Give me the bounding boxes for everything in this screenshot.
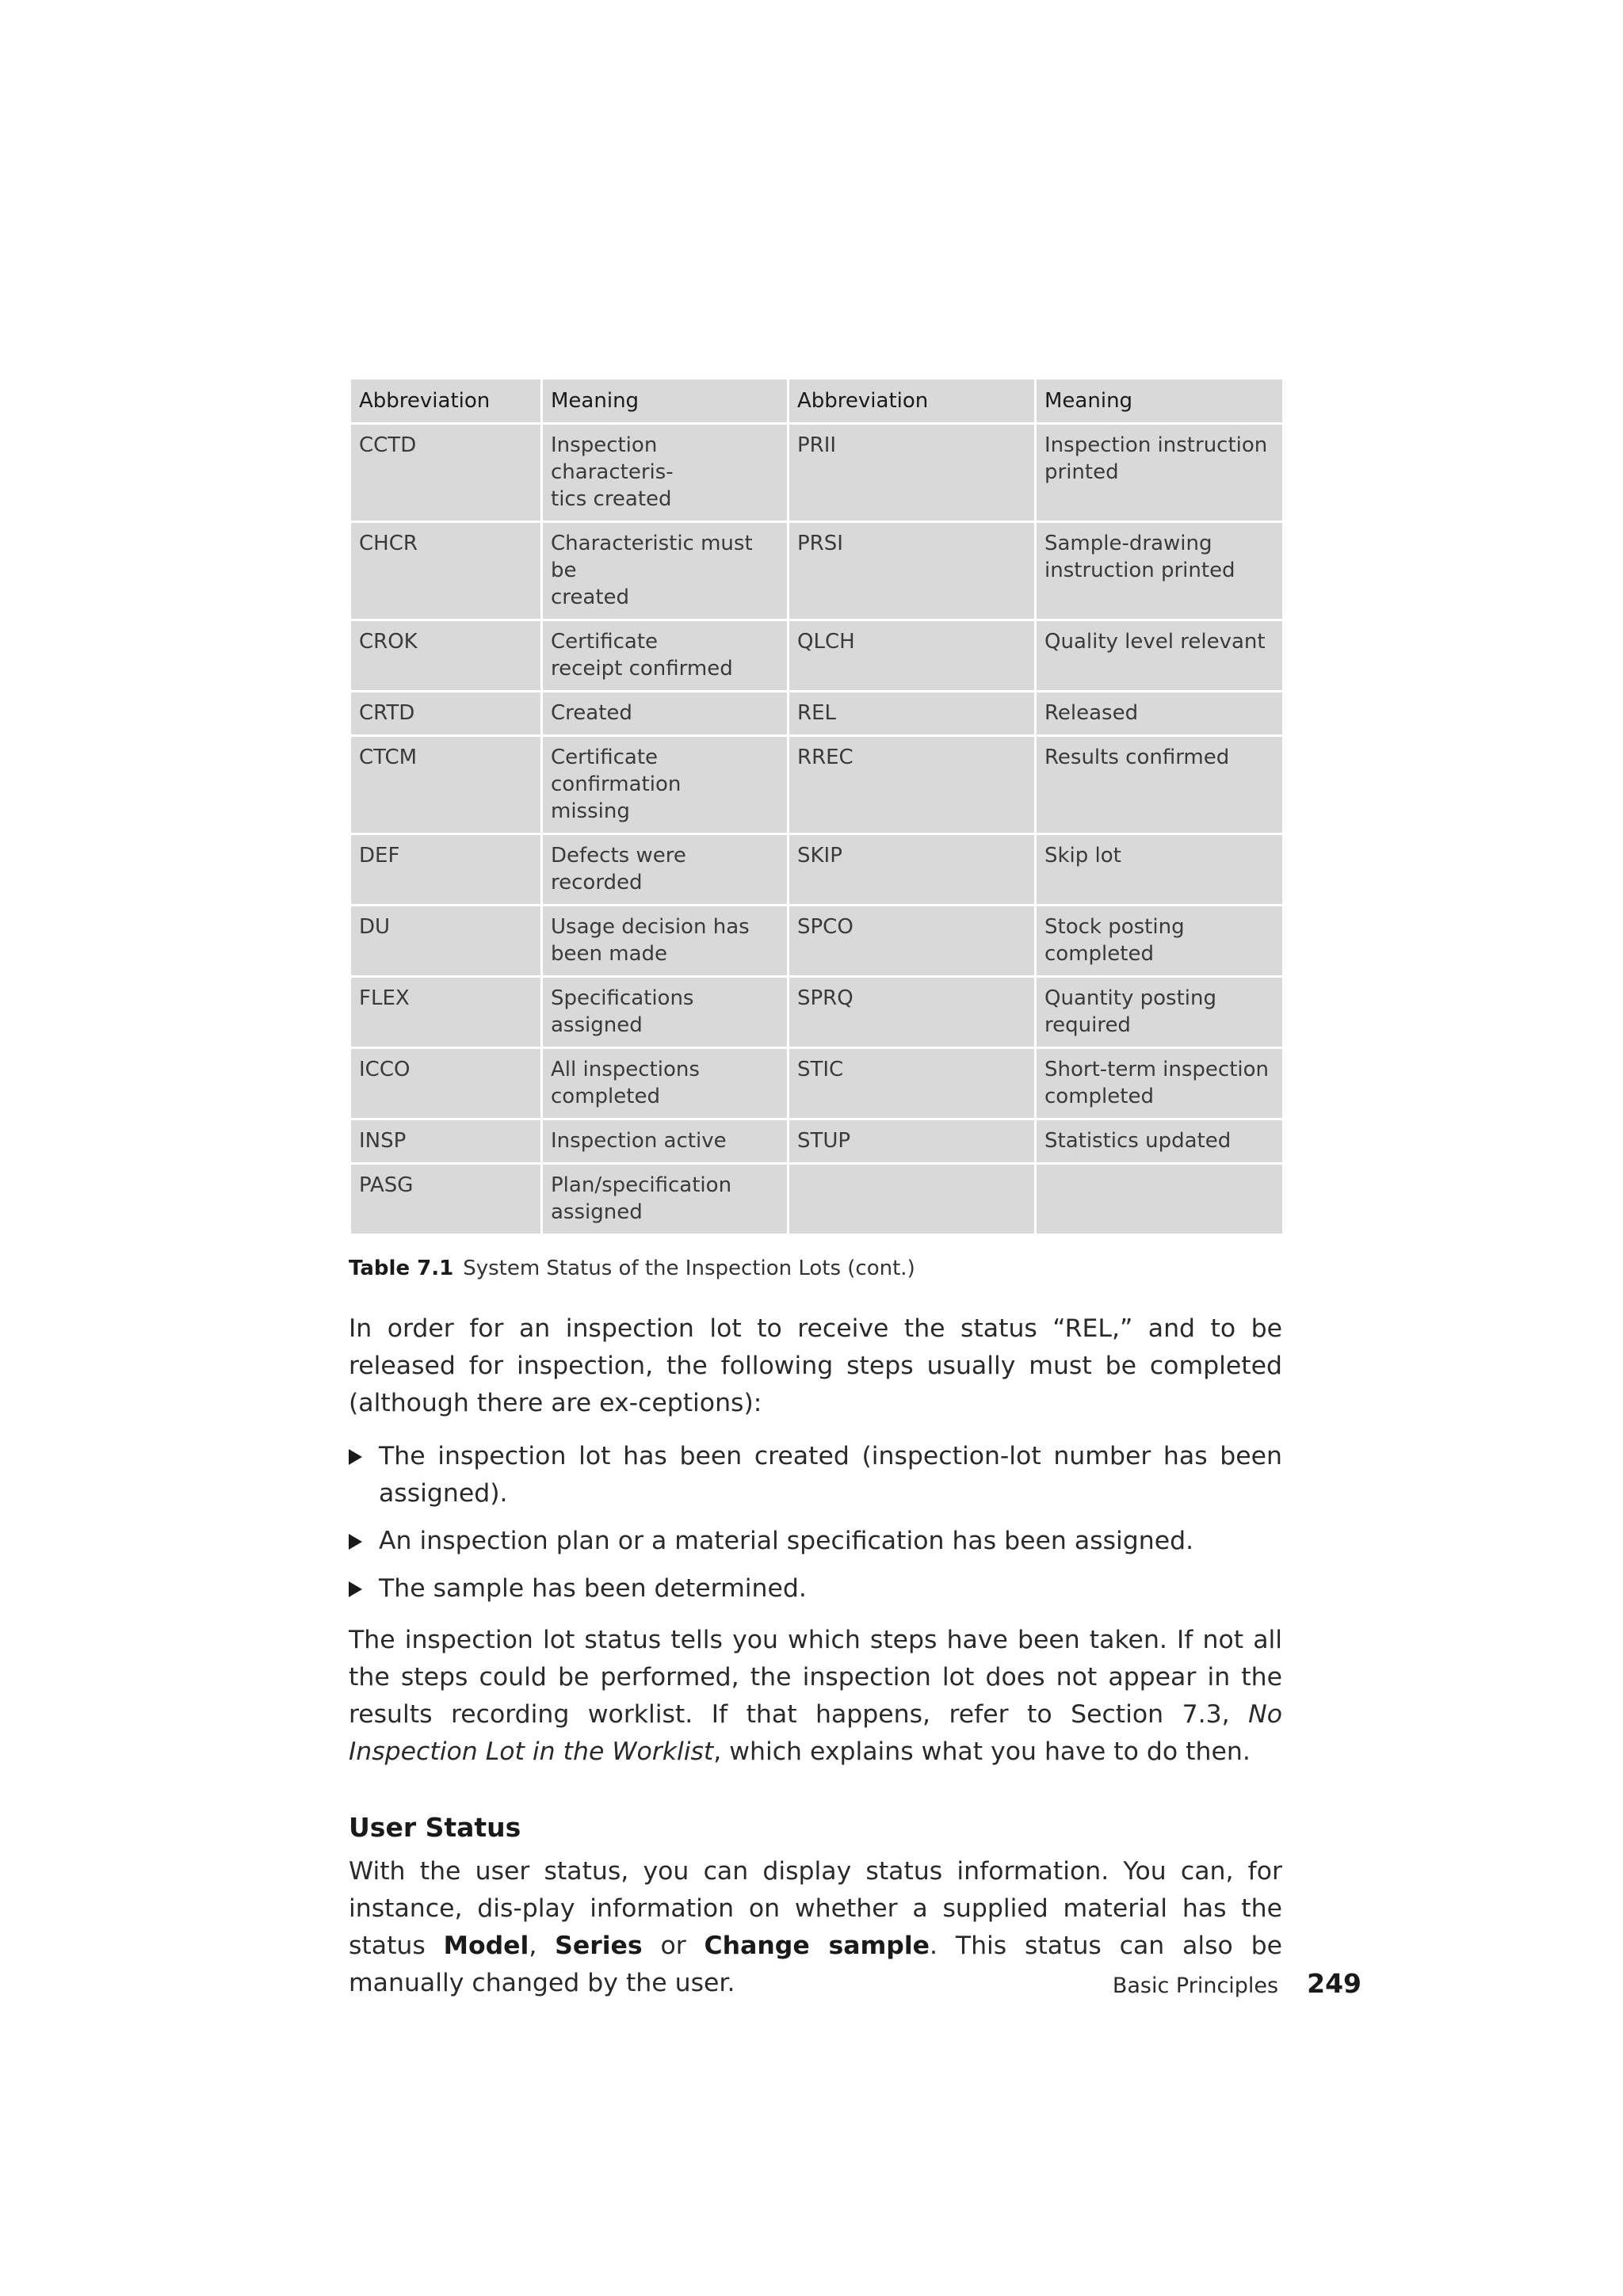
abbreviation-cell: CRTD — [350, 692, 542, 736]
meaning-cell: Stock posting completed — [1036, 906, 1284, 977]
meaning-cell: Short-term inspection completed — [1036, 1048, 1284, 1119]
meaning-cell: Specifications assigned — [542, 977, 789, 1048]
separator-1: , — [529, 1932, 556, 1960]
page-number: 249 — [1307, 1968, 1361, 1999]
table-row — [350, 977, 1284, 1048]
meaning-cell: Certificate receipt confirmed — [542, 620, 789, 692]
meaning-cell: Characteristic must be created — [542, 522, 789, 620]
abbreviation-cell: REL — [789, 692, 1036, 736]
triangle-bullet-icon — [349, 1581, 362, 1597]
abbreviation-cell: CROK — [350, 620, 542, 692]
meaning-cell: Quality level relevant — [1036, 620, 1284, 692]
meaning-cell: Results confirmed — [1036, 736, 1284, 834]
intro-paragraph: In order for an inspection lot to receive the status “REL,” and to be released for inspection, the following steps usually must be completed (although there are ex-ceptions): — [349, 1314, 1282, 1417]
section-reference-title: No Inspection Lot in the Worklist — [349, 1700, 1282, 1766]
abbreviation-cell: DEF — [350, 834, 542, 906]
table-row — [350, 1164, 1284, 1235]
abbreviation-cell — [789, 1164, 1036, 1235]
table-row — [350, 522, 1284, 620]
abbreviation-cell: SPRQ — [789, 977, 1036, 1048]
status-text-after: , which explains what you have to do then. — [713, 1737, 1251, 1766]
list-item — [349, 1523, 1282, 1560]
term-change-sample: Change sample — [704, 1932, 930, 1960]
abbreviation-cell: STIC — [789, 1048, 1036, 1119]
list-item — [349, 1438, 1282, 1512]
page-footer — [1113, 1968, 1361, 1999]
header-abbreviation-2: Abbreviation — [789, 379, 1036, 424]
abbreviation-cell: FLEX — [350, 977, 542, 1048]
meaning-cell: Plan/specification assigned — [542, 1164, 789, 1235]
table-row — [350, 692, 1284, 736]
table-row — [350, 1048, 1284, 1119]
abbreviation-cell: STUP — [789, 1119, 1036, 1164]
meaning-cell: Inspection characteris- tics created — [542, 424, 789, 522]
meaning-cell: Released — [1036, 692, 1284, 736]
abbreviation-cell: SPCO — [789, 906, 1036, 977]
meaning-cell: Sample-drawing instruction printed — [1036, 522, 1284, 620]
header-abbreviation-1: Abbreviation — [350, 379, 542, 424]
table-row — [350, 424, 1284, 522]
abbreviation-cell: CCTD — [350, 424, 542, 522]
separator-2: or — [642, 1932, 705, 1960]
meaning-cell: Defects were recorded — [542, 834, 789, 906]
page-content — [349, 377, 1282, 2002]
table-row — [350, 736, 1284, 834]
triangle-bullet-icon — [349, 1534, 362, 1550]
abbreviation-cell: ICCO — [350, 1048, 542, 1119]
step-text: The inspection lot has been created (inspection-lot number has been assigned). — [379, 1442, 1282, 1508]
footer-section-name: Basic Principles — [1112, 1974, 1279, 1998]
meaning-cell: Certificate confirmation missing — [542, 736, 789, 834]
meaning-cell: Skip lot — [1036, 834, 1284, 906]
status-paragraph — [349, 1622, 1282, 1771]
abbreviation-cell: RREC — [789, 736, 1036, 834]
steps-list — [349, 1438, 1282, 1608]
system-status-table — [349, 377, 1285, 1236]
abbreviation-cell: PRII — [789, 424, 1036, 522]
triangle-bullet-icon — [349, 1449, 362, 1465]
meaning-cell: All inspections completed — [542, 1048, 789, 1119]
meaning-cell: Created — [542, 692, 789, 736]
header-meaning-2: Meaning — [1036, 379, 1284, 424]
table-header-row — [350, 379, 1284, 424]
term-series: Series — [555, 1932, 643, 1960]
user-status-heading: User Status — [349, 1812, 521, 1843]
abbreviation-cell: CTCM — [350, 736, 542, 834]
caption-label: Table 7.1 — [349, 1257, 454, 1280]
meaning-cell: Inspection instruction printed — [1036, 424, 1284, 522]
step-text: An inspection plan or a material specification has been assigned. — [379, 1527, 1194, 1555]
caption-text: System Status of the Inspection Lots (cont.) — [463, 1257, 915, 1280]
table-row — [350, 906, 1284, 977]
abbreviation-cell: SKIP — [789, 834, 1036, 906]
table-row — [350, 1119, 1284, 1164]
step-text: The sample has been determined. — [379, 1574, 807, 1603]
table-body — [350, 424, 1284, 1235]
table-row — [350, 834, 1284, 906]
meaning-cell: Statistics updated — [1036, 1119, 1284, 1164]
abbreviation-cell: PASG — [350, 1164, 542, 1235]
meaning-cell: Usage decision has been made — [542, 906, 789, 977]
abbreviation-cell: CHCR — [350, 522, 542, 620]
abbreviation-cell: PRSI — [789, 522, 1036, 620]
meaning-cell — [1036, 1164, 1284, 1235]
meaning-cell: Quantity posting required — [1036, 977, 1284, 1048]
abbreviation-cell: INSP — [350, 1119, 542, 1164]
meaning-cell: Inspection active — [542, 1119, 789, 1164]
term-model: Model — [443, 1932, 529, 1960]
table-row — [350, 620, 1284, 692]
abbreviation-cell: DU — [350, 906, 542, 977]
status-text-before: The inspection lot status tells you which steps have been taken. If not all the steps could be performed, the inspection lot does not appear in the results recording worklist. If that happens, refer to Section 7.3, — [349, 1626, 1282, 1729]
abbreviation-cell: QLCH — [789, 620, 1036, 692]
header-meaning-1: Meaning — [542, 379, 789, 424]
user-status-text-1: With the user status, you can display status information. You can, for instance, dis-play information on whether a supplied material has the status — [349, 1857, 1282, 1960]
user-status-text-2: . This status can also be manually changed by the user. — [349, 1932, 1282, 1997]
table-caption — [349, 1255, 1282, 1282]
list-item — [349, 1570, 1282, 1608]
